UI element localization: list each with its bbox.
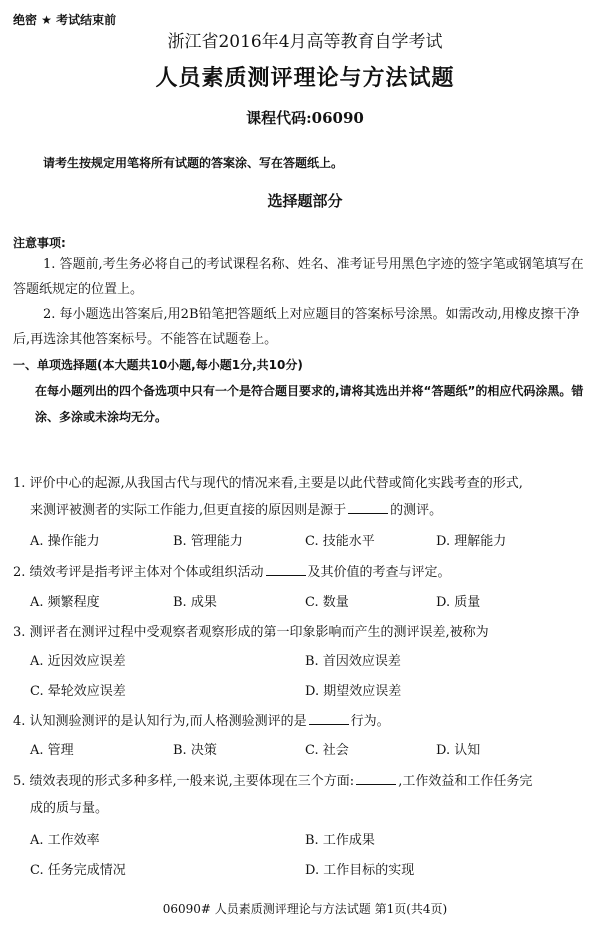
question-text: 的测评。 <box>390 503 443 518</box>
option-c: C. 晕轮效应误差 <box>30 684 126 699</box>
option-a: A. 工作效率 <box>30 833 100 848</box>
question-4 <box>13 712 598 732</box>
question-5-line1 <box>13 772 598 792</box>
question-5-line2: 成的质与量。 <box>30 801 109 816</box>
option-b: B. 决策 <box>173 743 217 758</box>
answer-blank <box>348 501 388 514</box>
question-2 <box>13 563 598 583</box>
question-3: 3. 测评者在测评过程中受观察者观察形成的第一印象影响而产生的测评误差,被称为 <box>13 625 489 640</box>
option-a: A. 频繁程度 <box>30 595 100 610</box>
option-c: C. 社会 <box>305 743 349 758</box>
question-text: 来测评被测者的实际工作能力,但更直接的原因则是源于 <box>30 503 347 518</box>
option-c: C. 任务完成情况 <box>30 863 126 878</box>
page-footer: 06090# 人员素质测评理论与方法试题 第1页(共4页) <box>162 902 448 916</box>
course-code: 课程代码:06090 <box>246 109 364 127</box>
option-a: A. 管理 <box>30 743 74 758</box>
option-b: B. 工作成果 <box>305 833 375 848</box>
option-d: D. 工作目标的实现 <box>305 863 415 878</box>
option-d: D. 质量 <box>436 595 481 610</box>
question-text: ,工作效益和工作任务完 <box>398 774 533 789</box>
option-c: C. 数量 <box>305 595 349 610</box>
paper-title: 人员素质测评理论与方法试题 <box>155 65 455 91</box>
question-text: 2. 绩效考评是指考评主体对个体或组织活动 <box>13 565 264 580</box>
part-heading: 一、单项选择题(本大题共10小题,每小题1分,共10分) <box>13 358 303 372</box>
question-text: 及其价值的考查与评定。 <box>307 565 451 580</box>
exam-name: 浙江省2016年4月高等教育自学考试 <box>167 32 443 52</box>
section-title: 选择题部分 <box>267 192 343 210</box>
option-b: B. 管理能力 <box>173 534 243 549</box>
option-a: A. 近因效应误差 <box>30 654 126 669</box>
note-item <box>13 252 595 302</box>
notes-heading: 注意事项: <box>13 236 66 250</box>
instruction: 请考生按规定用笔将所有试题的答案涂、写在答题纸上。 <box>43 156 344 170</box>
option-d: D. 期望效应误差 <box>305 684 402 699</box>
part-description: 在每小题列出的四个备选项中只有一个是符合题目要求的,请将其选出并将“答题纸”的相应代码涂黑。错涂、多涂或未涂均无分。 <box>35 384 584 424</box>
option-d: D. 理解能力 <box>436 534 507 549</box>
secret-mark: 绝密 ★ 考试结束前 <box>13 13 117 27</box>
question-1-line1: 1. 评价中心的起源,从我国古代与现代的情况来看,主要是以此代替或简化实践考查的形式, <box>13 476 523 491</box>
question-text: 行为。 <box>350 714 390 729</box>
answer-blank <box>266 563 306 576</box>
note-item <box>13 302 595 352</box>
note-item-text: 1. 答题前,考生务必将自己的考试课程名称、姓名、准考证号用黑色字迹的签字笔或钢笔填写在答题纸规定的位置上。 <box>13 257 584 297</box>
option-b: B. 首因效应误差 <box>305 654 401 669</box>
option-d: D. 认知 <box>436 743 481 758</box>
option-b: B. 成果 <box>173 595 217 610</box>
question-text: 4. 认知测验测评的是认知行为,而人格测验测评的是 <box>13 714 307 729</box>
question-text: 5. 绩效表现的形式多种多样,一般来说,主要体现在三个方面: <box>13 774 355 789</box>
option-a: A. 操作能力 <box>30 534 100 549</box>
option-c: C. 技能水平 <box>305 534 375 549</box>
answer-blank <box>356 772 396 785</box>
question-1-line2 <box>30 501 600 521</box>
answer-blank <box>309 712 349 725</box>
note-item-text: 2. 每小题选出答案后,用2B铅笔把答题纸上对应题目的答案标号涂黑。如需改动,用橡皮擦干净后,再选涂其他答案标号。不能答在试题卷上。 <box>13 307 580 347</box>
